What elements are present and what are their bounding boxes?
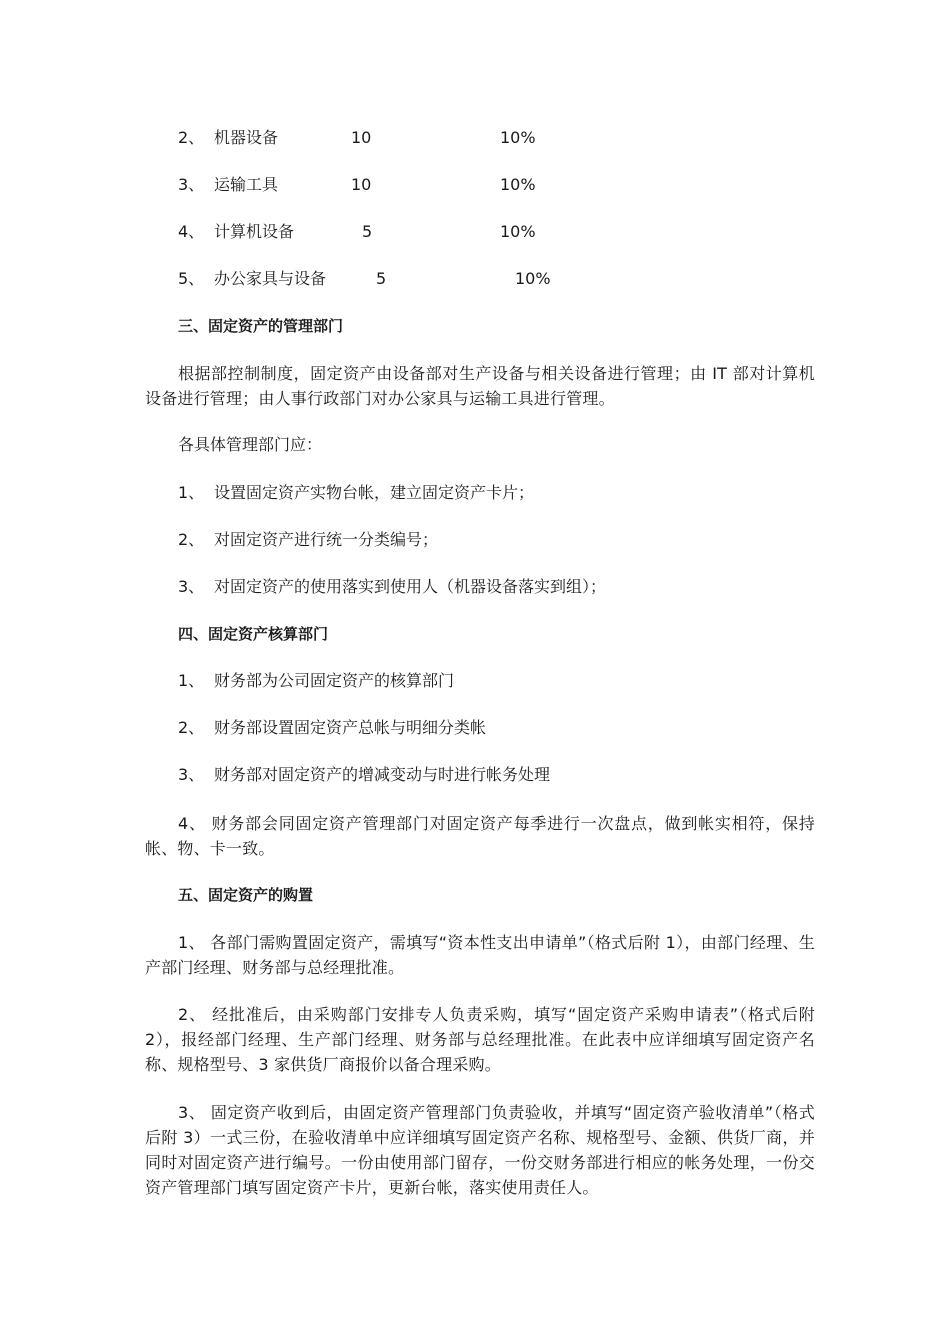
list-intro: 各具体管理部门应： [178,435,323,454]
residual-rate: 10% [500,222,536,241]
list-number: 3、 [178,577,205,596]
row-number: 2、 [178,128,205,147]
section-heading: 四、固定资产核算部门 [178,625,329,643]
list-text: 财务部为公司固定资产的核算部门 [214,671,455,690]
paragraph: 4、 财务部会同固定资产管理部门对固定资产每季进行一次盘点，做到帐实相符，保持帐、物、卡一致。 [145,814,815,858]
asset-category: 办公家具与设备 [214,269,327,288]
list-number: 3、 [178,765,205,784]
list-text: 设置固定资产实物台帐，建立固定资产卡片； [214,483,535,502]
list-number: 1、 [178,483,205,502]
list-text: 对固定资产的使用落实到使用人（机器设备落实到组）； [214,577,607,596]
row-number: 3、 [178,175,205,194]
depreciation-years: 10 [351,128,372,147]
list-text: 财务部对固定资产的增减变动与时进行帐务处理 [214,765,551,784]
residual-rate: 10% [515,269,551,288]
row-number: 5、 [178,269,205,288]
residual-rate: 10% [500,175,536,194]
list-text: 对固定资产进行统一分类编号； [214,530,439,549]
asset-category: 计算机设备 [214,222,295,241]
list-text: 财务部设置固定资产总帐与明细分类帐 [214,718,487,737]
paragraph: 2、 经批准后，由采购部门安排专人负责采购，填写“固定资产采购申请表”（格式后附 2），报经部门经理、生产部门经理、财务部与总经理批准。在此表中应详细填写固定资产名称、规格型号、3 家供货厂商报价以备合理采购。 [145,1005,815,1074]
section-heading: 五、固定资产的购置 [178,886,314,904]
list-number: 2、 [178,718,205,737]
list-number: 1、 [178,671,205,690]
row-number: 4、 [178,222,205,241]
paragraph: 1、 各部门需购置固定资产，需填写“资本性支出申请单”（格式后附 1），由部门经理、生产部门经理、财务部与总经理批准。 [145,933,815,977]
depreciation-years: 5 [362,222,373,241]
depreciation-years: 10 [351,175,372,194]
paragraph: 根据部控制制度，固定资产由设备部对生产设备与相关设备进行管理；由 IT 部对计算机设备进行管理；由人事行政部门对办公家具与运输工具进行管理。 [145,364,815,408]
list-number: 2、 [178,530,205,549]
residual-rate: 10% [500,128,536,147]
paragraph: 3、 固定资产收到后，由固定资产管理部门负责验收，并填写“固定资产验收清单”（格式后附 3）一式三份，在验收清单中应详细填写固定资产名称、规格型号、金额、供货厂商，并同时对固定资产进行编号。一份由使用部门留存，一份交财务部进行相应的帐务处理，一份交资产管理部门填写固定资产卡片，更新台帐，落实使用责任人。 [145,1103,815,1197]
asset-category: 机器设备 [214,128,279,147]
section-heading: 三、固定资产的管理部门 [178,317,344,335]
depreciation-years: 5 [376,269,387,288]
asset-category: 运输工具 [214,175,279,194]
